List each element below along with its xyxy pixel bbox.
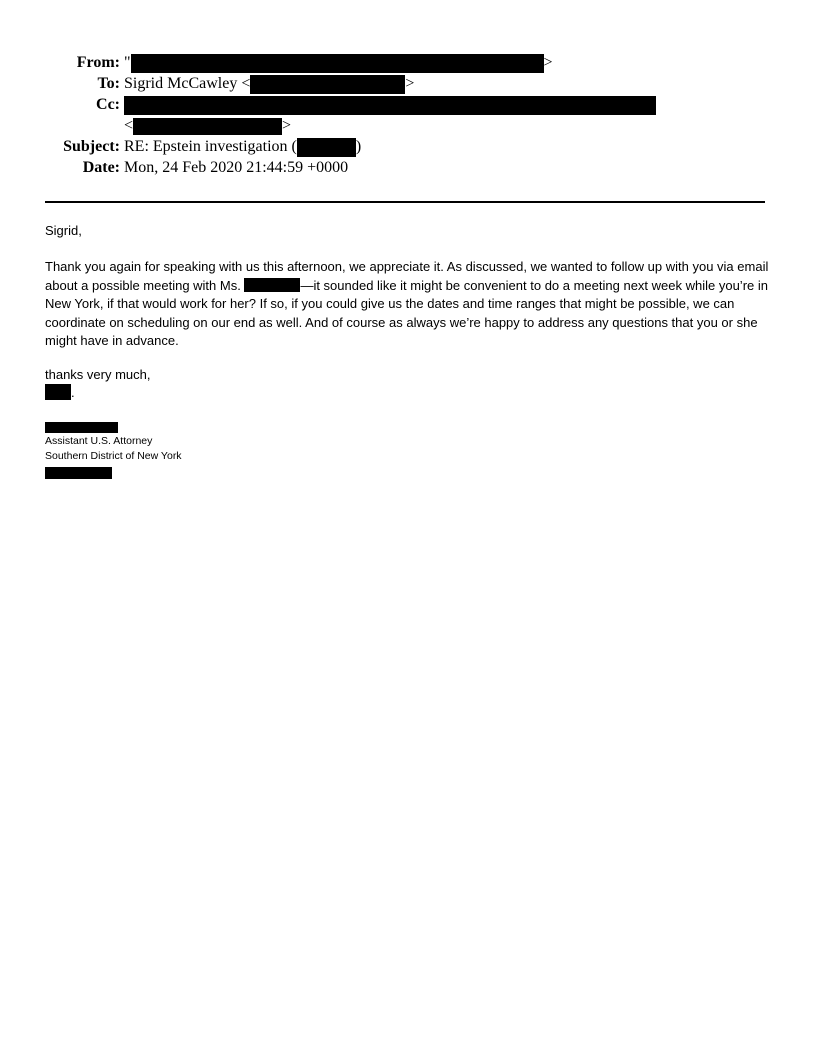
cc-suffix: > [282,117,292,134]
subject-suffix: ) [355,138,362,155]
subject-text: RE: Epstein investigation ( [124,138,297,155]
paragraph-part-1: Thank you again for speaking with us this afternoon, we appreciate it. As discussed, we wanted to follow up with you via email about a possible meeting with Ms. [45,259,769,293]
cc-value-continued [124,115,291,136]
cc-label: Cc: [96,96,120,113]
greeting: Sigrid, [45,223,82,238]
subject-label: Subject: [63,138,120,155]
redaction-block [297,138,356,157]
name-suffix: . [71,385,75,400]
from-label: From: [76,54,120,71]
redaction-block [45,384,71,400]
sender-name-line [45,384,770,403]
signature-name-redaction [45,422,118,433]
to-suffix: > [405,75,415,92]
to-value [124,73,414,94]
signature-contact-redaction [45,467,112,479]
subject-value [124,136,361,157]
signature-title: Assistant U.S. Attorney [45,435,153,447]
header-divider [45,201,765,203]
redaction-block [124,96,656,115]
closing-line: thanks very much, [45,367,151,382]
redaction-block [244,278,300,292]
signature-office: Southern District of New York [45,450,182,462]
from-suffix: > [543,54,553,71]
cc-prefix: < [124,117,134,134]
message-paragraph [45,258,770,351]
date-value: Mon, 24 Feb 2020 21:44:59 +0000 [124,159,349,176]
redaction-block [131,54,544,73]
to-name: Sigrid McCawley < [124,75,251,92]
to-label: To: [97,75,120,92]
from-value [124,52,553,73]
paragraph-part-2: —it sounded like it might be convenient to do a meeting next week while you’re in New York, if that would work for her? If so, if you could give us the dates and time ranges that might be possible, we can coordinate on scheduling on our end as well. And of course as always we’re happy to address any questions that you or she might have in advance. [45,277,768,348]
date-label: Date: [82,159,120,176]
redaction-block [133,118,282,135]
cc-value [124,94,656,115]
redaction-block [250,75,405,94]
from-prefix: " [124,54,131,71]
